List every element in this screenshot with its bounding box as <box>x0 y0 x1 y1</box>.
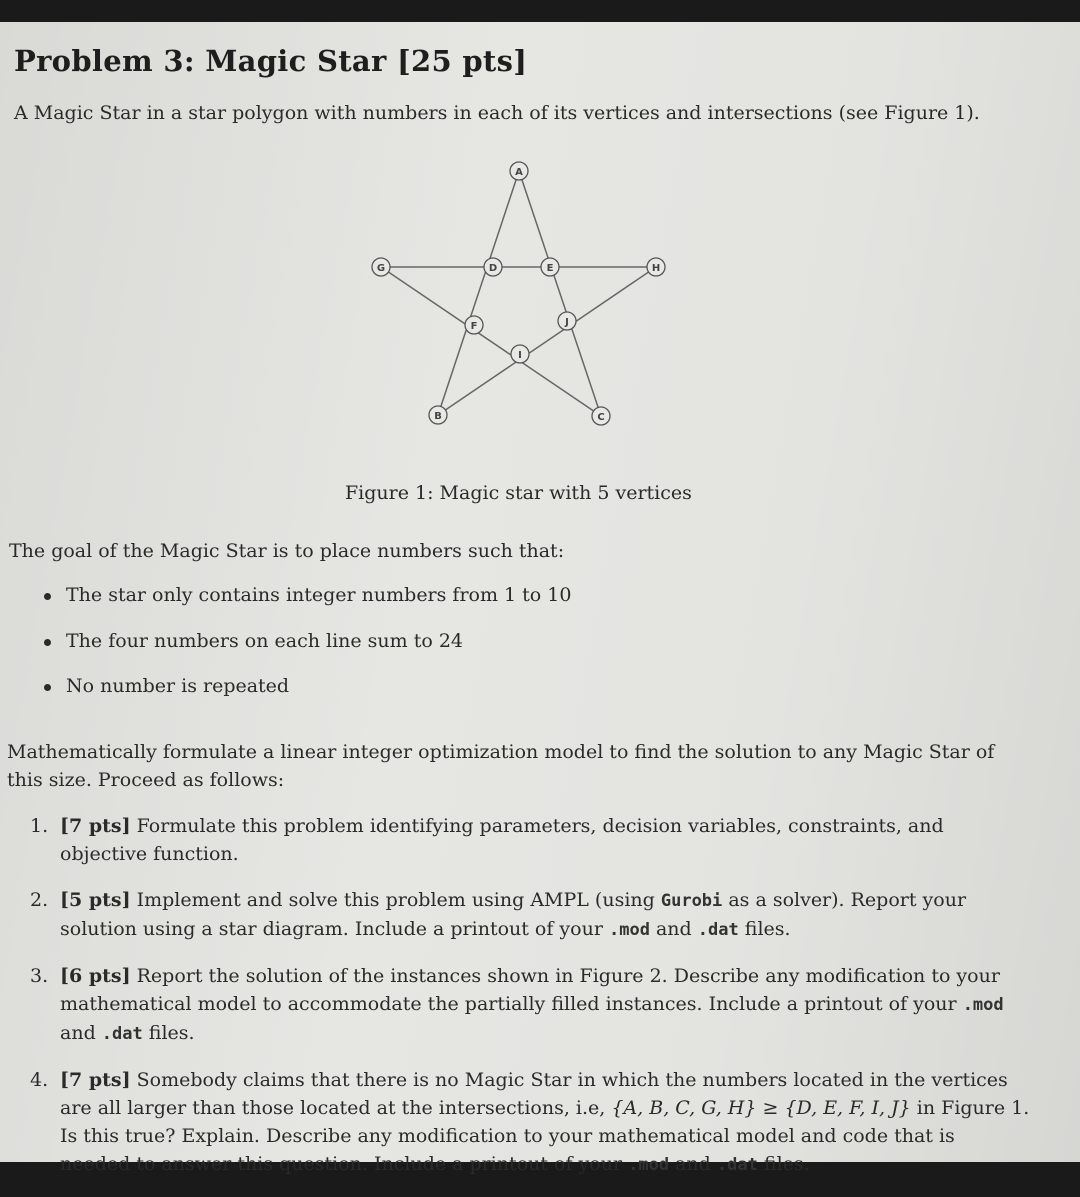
node-label-a: A <box>515 167 523 178</box>
node-j <box>558 312 576 330</box>
step-text: Somebody claims that there is no Magic Star in which the numbers located in the vertices are all larger than those located at the intersections, i.e, <box>60 1069 1008 1119</box>
node-g <box>372 258 390 276</box>
step-item <box>30 886 1030 944</box>
step-item <box>30 962 1030 1048</box>
step-points: [5 pts] <box>60 889 131 911</box>
step-text: Implement and solve this problem using AMPL (using <box>136 889 655 911</box>
node-f <box>465 316 483 334</box>
step-text: files. <box>148 1022 195 1044</box>
step-text: and <box>60 1022 96 1044</box>
mod-file: .mod <box>628 1155 670 1175</box>
bullet-item: The star only contains integer numbers from 1 to 10 <box>40 584 571 630</box>
node-label-d: D <box>488 263 498 274</box>
problem-title: Problem 3: Magic Star [25 pts] <box>14 44 528 78</box>
node-c <box>592 407 610 425</box>
step-item <box>30 812 1030 868</box>
step-number: 1. <box>30 815 49 837</box>
step-points: [6 pts] <box>60 965 131 987</box>
node-e <box>541 258 559 276</box>
node-b <box>429 406 447 424</box>
step-text: Report the solution of the instances shown in Figure 2. Describe any modification to your mathematical model to accommodate the partially filled instances. Include a printout of your <box>60 965 1000 1015</box>
step-number: 3. <box>30 965 49 987</box>
bullet-item: No number is repeated <box>40 675 571 721</box>
step-text: files. <box>763 1153 810 1175</box>
line-a-b <box>438 171 519 415</box>
mod-file: .mod <box>962 995 1004 1015</box>
goal-bullets <box>40 584 571 721</box>
node-label-f: F <box>470 321 478 332</box>
node-d <box>484 258 502 276</box>
star-lines <box>381 171 656 416</box>
node-a <box>510 162 528 180</box>
solver-name: Gurobi <box>660 891 723 911</box>
line-c-a <box>519 171 601 416</box>
node-h <box>647 258 665 276</box>
step-text: files. <box>744 918 791 940</box>
dat-file: .dat <box>697 920 739 940</box>
line-b-h <box>438 267 656 415</box>
dat-file: .dat <box>101 1024 143 1044</box>
step-text: in Figure 1. Is this true? Explain. Describe any modification to your mathematical model and code that is needed to answer this question. Include a printout of your <box>60 1097 1030 1175</box>
step-number: 4. <box>30 1069 49 1091</box>
node-label-h: H <box>651 263 661 274</box>
node-label-b: B <box>434 411 442 422</box>
step-points: [7 pts] <box>60 1069 131 1091</box>
step-number: 2. <box>30 889 49 911</box>
dat-file: .dat <box>716 1155 758 1175</box>
step-text: as a solver). Report your solution using a star diagram. Include a printout of your <box>60 889 967 940</box>
node-label-i: I <box>518 350 522 361</box>
formulate-text: Mathematically formulate a linear integer optimization model to find the solution to any Magic Star of this size. Proceed as follows: <box>7 741 995 791</box>
figure-caption: Figure 1: Magic star with 5 vertices <box>345 482 692 504</box>
document-page <box>0 22 1080 1175</box>
mod-file: .mod <box>608 920 650 940</box>
magic-star-figure <box>360 157 690 437</box>
goal-text: The goal of the Magic Star is to place numbers such that: <box>9 540 565 562</box>
node-label-j: J <box>565 317 569 328</box>
bullet-item: The four numbers on each line sum to 24 <box>40 630 571 676</box>
problem-intro: A Magic Star in a star polygon with numbers in each of its vertices and intersections (see Figure 1). <box>14 102 980 124</box>
step-text: and <box>655 918 692 940</box>
node-label-e: E <box>546 263 554 274</box>
math-expression: {A, B, C, G, H} ≥ {D, E, F, I, J} <box>611 1097 911 1119</box>
node-label-g: G <box>376 263 386 274</box>
steps-list <box>30 812 1030 1197</box>
node-label-c: C <box>597 412 605 423</box>
step-text: Formulate this problem identifying parameters, decision variables, constraints, and objective function. <box>60 815 944 865</box>
step-text: and <box>675 1153 711 1175</box>
step-points: [7 pts] <box>60 815 131 837</box>
node-i <box>511 345 529 363</box>
step-item <box>30 1066 1030 1179</box>
line-g-c <box>381 267 601 416</box>
